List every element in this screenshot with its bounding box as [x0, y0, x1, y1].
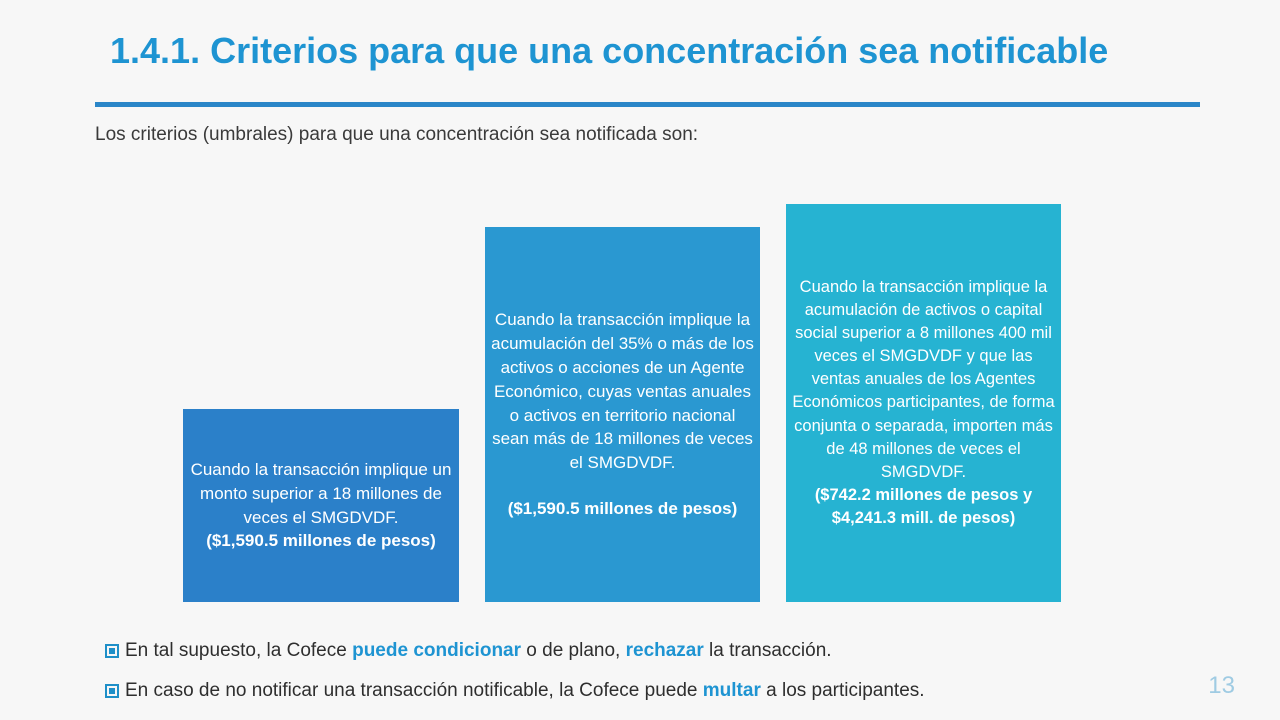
bullet-fine: [105, 680, 925, 702]
intro-text: Los criterios (umbrales) para que una concentración sea notificada son:: [95, 124, 699, 145]
criterion-3-text: Cuando la transacción implique la acumulación de activos o capital social superior a 8 millones 400 mil veces el SMGDVDF y que las ventas anuales de los Agentes Económicos participantes, de forma conjunta o separada, importen más de 48 millones de veces el SMGDVDF.: [792, 277, 1055, 481]
page-number: 13: [1208, 672, 1235, 699]
bullet-condition: [105, 640, 832, 662]
criterion-box-3: [786, 204, 1061, 602]
bullet-2-highlight-multar: multar: [702, 680, 761, 701]
bullet-1-post: la transacción.: [703, 640, 832, 661]
bullet-2-pre: En caso de no notificar una transacción notificable, la Cofece puede: [125, 680, 703, 701]
criterion-2-amount: ($1,590.5 millones de pesos): [507, 498, 738, 518]
criterion-box-2: [485, 227, 760, 602]
bullet-2-post: a los participantes.: [760, 680, 925, 701]
criterion-box-1: [183, 409, 459, 602]
bullet-1-highlight-condicionar: puede condicionar: [352, 640, 522, 661]
bullet-1-highlight-rechazar: rechazar: [625, 640, 704, 661]
checkbox-bullet-icon: [105, 684, 119, 698]
checkbox-bullet-icon: [105, 644, 119, 658]
bullet-1-pre: En tal supuesto, la Cofece: [125, 640, 353, 661]
criterion-1-amount: ($1,590.5 millones de pesos): [206, 531, 436, 551]
slide-title: 1.4.1. Criterios para que una concentración sea notificable: [110, 30, 1109, 71]
bullet-1-mid: o de plano,: [521, 640, 626, 661]
criterion-2-text: Cuando la transacción implique la acumulación del 35% o más de los activos o acciones de un Agente Económico, cuyas ventas anuales o activos en territorio nacional sean más de 18 millones de veces el SMGDVDF.: [491, 310, 754, 473]
criterion-1-text: Cuando la transacción implique un monto superior a 18 millones de veces el SMGDVDF.: [190, 459, 452, 527]
title-divider: [95, 102, 1200, 107]
criterion-3-amount: ($742.2 millones de pesos y $4,241.3 mill. de pesos): [814, 485, 1033, 527]
